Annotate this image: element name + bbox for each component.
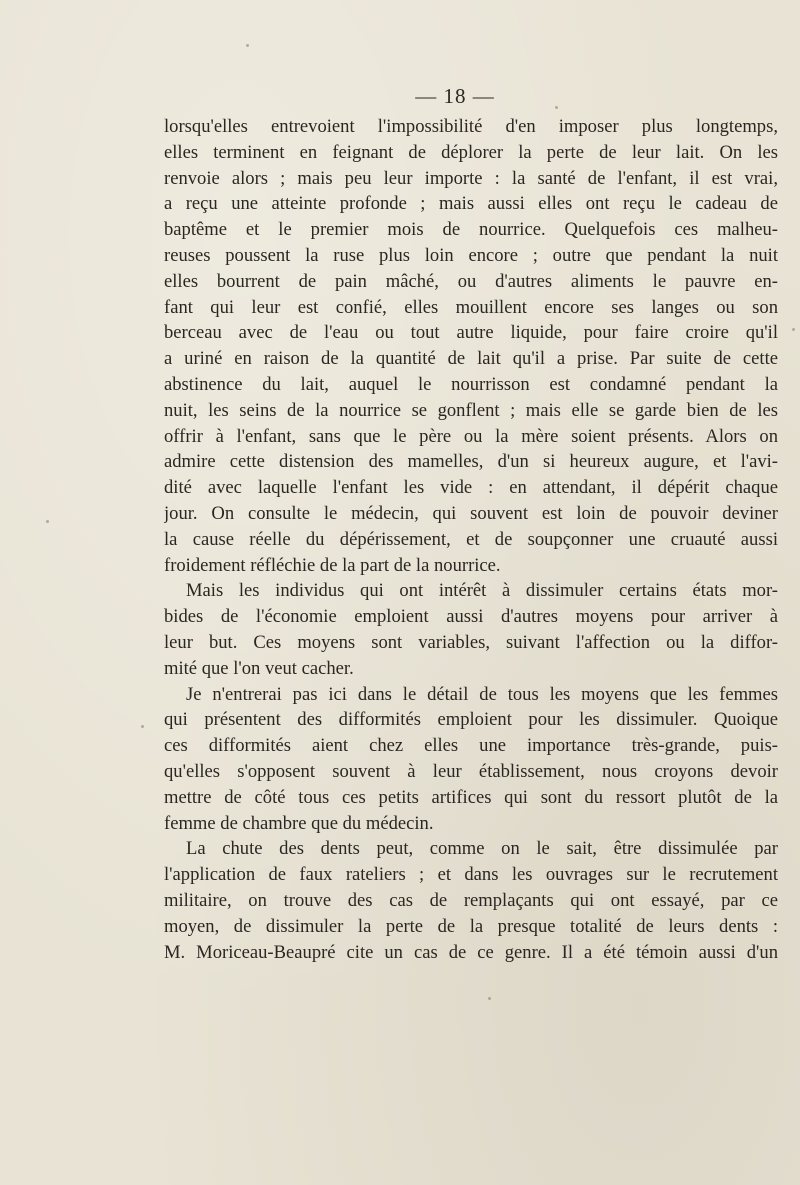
text-line: Je n'entrerai pas ici dans le détail de tous les moyens que les femmes: [186, 683, 778, 705]
paragraph-3: [164, 682, 778, 837]
text-line: mité que l'on veut cacher.: [164, 657, 354, 679]
text-line: reuses poussent la ruse plus loin encore ; outre que pendant la nuit: [164, 244, 778, 266]
text-line: militaire, on trouve des cas de remplaçants qui ont essayé, par ce: [164, 889, 778, 911]
text-line: fant qui leur est confié, elles mouillent encore ses langes ou son: [164, 296, 778, 318]
text-line: l'application de faux rateliers ; et dans les ouvrages sur le recrutement: [164, 864, 778, 886]
text-line: la cause réelle du dépérissement, et de soupçonner une cruauté aussi: [164, 528, 778, 550]
text-line: renvoie alors ; mais peu leur importe : la santé de l'enfant, il est vrai,: [164, 167, 778, 189]
text-line: a reçu une atteinte profonde ; mais aussi elles ont reçu le cadeau de: [164, 193, 778, 215]
text-line: qui présentent des difformités emploient pour les dissimuler. Quoique: [164, 709, 778, 731]
text-line: baptême et le premier mois de nourrice. Quelquefois ces malheu-: [164, 219, 778, 241]
paper-speck: [246, 44, 249, 47]
paper-speck: [46, 520, 49, 523]
paragraph-4: [164, 836, 778, 965]
text-line: dité avec laquelle l'enfant les vide : en attendant, il dépérit chaque: [164, 477, 778, 499]
text-line: jour. On consulte le médecin, qui souvent est loin de pouvoir deviner: [164, 502, 778, 524]
text-line: froidement réfléchie de la part de la nourrice.: [164, 554, 501, 576]
text-line: abstinence du lait, auquel le nourrisson est condamné pendant la: [164, 373, 778, 395]
paper-speck: [488, 997, 491, 1000]
text-line: berceau avec de l'eau ou tout autre liquide, pour faire croire qu'il: [164, 322, 778, 344]
paper-speck: [141, 725, 144, 728]
text-line: femme de chambre que du médecin.: [164, 812, 434, 834]
text-line: moyen, de dissimuler la perte de la presque totalité de leurs dents :: [164, 915, 778, 937]
text-line: lorsqu'elles entrevoient l'impossibilité d'en imposer plus longtemps,: [164, 116, 778, 137]
text-line: ces difformités aient chez elles une importance très-grande, puis-: [164, 735, 778, 757]
text-line: elles bourrent de pain mâché, ou d'autres aliments le pauvre en-: [164, 270, 778, 292]
paper-speck: [555, 106, 558, 109]
paragraph-2: [164, 578, 778, 681]
body-text: [164, 114, 778, 965]
text-line: mettre de côté tous ces petits artifices qui sont du ressort plutôt de la: [164, 786, 778, 808]
paper-speck: [792, 328, 795, 331]
text-line: admire cette distension des mamelles, d'un si heureux augure, et l'avi-: [164, 451, 778, 473]
text-line: qu'elles s'opposent souvent à leur établissement, nous croyons devoir: [164, 760, 778, 782]
text-line: nuit, les seins de la nourrice se gonflent ; mais elle se garde bien de les: [164, 399, 778, 421]
page-number: — 18 —: [415, 84, 495, 108]
text-line: elles terminent en feignant de déplorer la perte de leur lait. On les: [164, 141, 778, 163]
text-line: bides de l'économie emploient aussi d'autres moyens pour arriver à: [164, 606, 778, 628]
paragraph-1: [164, 114, 778, 578]
text-line: La chute des dents peut, comme on le sait, être dissimulée par: [186, 838, 778, 860]
text-line: leur but. Ces moyens sont variables, suivant l'affection ou la diffor-: [164, 631, 778, 653]
text-line: Mais les individus qui ont intérêt à dissimuler certains états mor-: [186, 580, 778, 602]
text-line: a uriné en raison de la quantité de lait qu'il a prise. Par suite de cette: [164, 348, 778, 370]
text-line: offrir à l'enfant, sans que le père ou la mère soient présents. Alors on: [164, 425, 778, 447]
text-line: M. Moriceau-Beaupré cite un cas de ce genre. Il a été témoin aussi d'un: [164, 941, 778, 963]
